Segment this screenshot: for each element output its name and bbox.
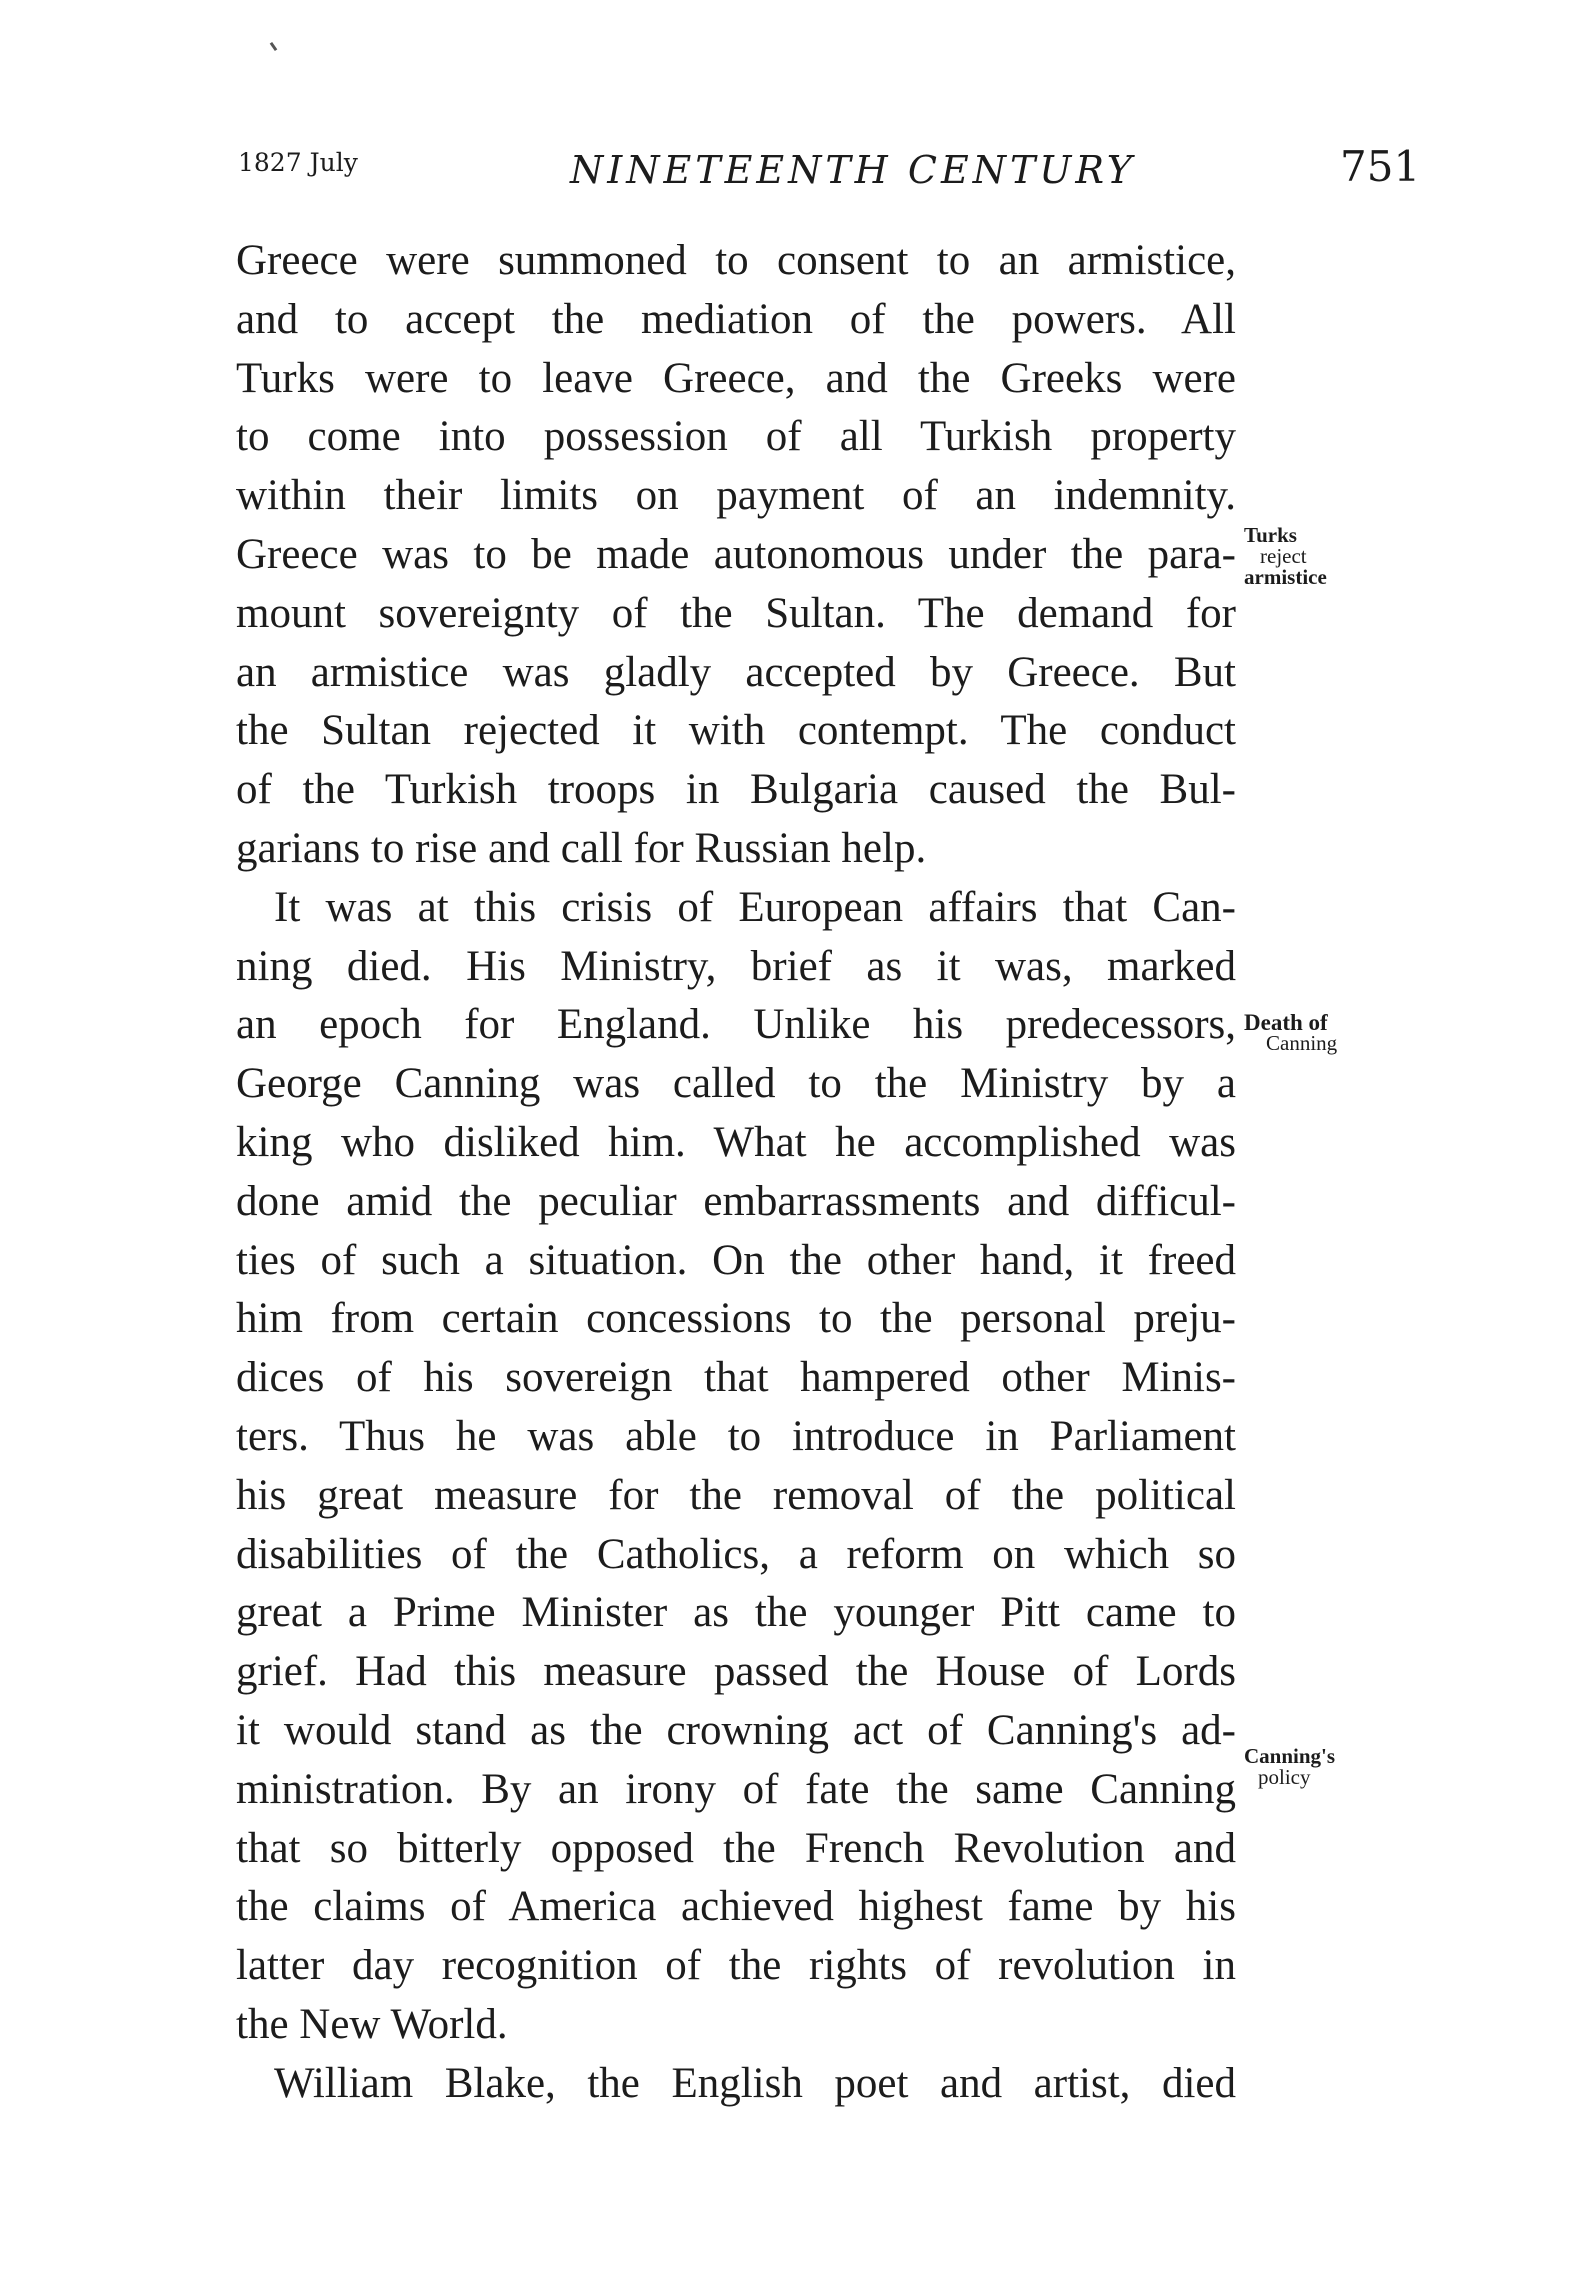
text-line: within their limits on payment of an indemnity. (236, 472, 1236, 520)
text-line: ministration. By an irony of fate the same Canning (236, 1765, 1236, 1813)
text-line: it would stand as the crowning act of Canning's ad- (236, 1706, 1236, 1754)
text-line: that so bitterly opposed the French Revolution and (236, 1824, 1236, 1872)
text-line: of the Turkish troops in Bulgaria caused the Bul- (236, 766, 1236, 814)
text-line: king who disliked him. What he accomplished was (236, 1118, 1236, 1166)
side-note-line: reject (1260, 544, 1307, 568)
side-note-line: Canning's (1244, 1744, 1336, 1768)
side-note-death-of-canning (1244, 1012, 1337, 1054)
header-title: NINETEENTH CENTURY (570, 148, 1136, 192)
text-line: and to accept the mediation of the powers. All (236, 295, 1236, 343)
text-line: Greece were summoned to consent to an armistice, (236, 237, 1236, 284)
text-line: George Canning was called to the Ministry by a (236, 1060, 1236, 1108)
header-date: 1827 July (238, 148, 358, 177)
body-text (236, 232, 1236, 2114)
text-line: ning died. His Ministry, brief as it was, marked (236, 942, 1236, 990)
text-line: to come into possession of all Turkish property (236, 413, 1236, 461)
stray-mark (270, 42, 278, 51)
text-line: done amid the peculiar embarrassments and difficul- (236, 1177, 1236, 1225)
text-line: garians to rise and call for Russian help. (236, 824, 927, 872)
side-note-line: Turks (1244, 523, 1297, 547)
text-line: Turks were to leave Greece, and the Greeks were (236, 354, 1236, 402)
text-line: disabilities of the Catholics, a reform on which so (236, 1530, 1236, 1578)
text-line: dices of his sovereign that hampered other Minis- (236, 1354, 1236, 1402)
text-line: mount sovereignty of the Sultan. The demand for (236, 589, 1236, 637)
side-note-line: policy (1258, 1765, 1311, 1789)
text-line: Greece was to be made autonomous under the para- (236, 530, 1236, 578)
side-note-cannings-policy (1244, 1746, 1335, 1788)
text-line: the claims of America achieved highest fame by his (236, 1883, 1236, 1931)
text-line: the Sultan rejected it with contempt. The conduct (236, 707, 1236, 755)
text-line: him from certain concessions to the personal preju- (236, 1295, 1236, 1343)
text-line: an armistice was gladly accepted by Greece. But (236, 648, 1236, 696)
side-note-line: armistice (1244, 565, 1327, 589)
paragraph-start: William Blake, the English poet and artist, died (274, 2059, 1236, 2107)
side-note-line: Death of (1244, 1010, 1328, 1035)
text-line: grief. Had this measure passed the House of Lords (236, 1648, 1236, 1696)
side-note-line: Canning (1266, 1031, 1338, 1055)
paragraph-start: It was at this crisis of European affairs that Can- (274, 883, 1236, 931)
text-line: ties of such a situation. On the other hand, it freed (236, 1236, 1236, 1284)
text-line: an epoch for England. Unlike his predecessors, (236, 1001, 1236, 1049)
text-line: his great measure for the removal of the political (236, 1471, 1236, 1519)
text-line: ters. Thus he was able to introduce in Parliament (236, 1412, 1236, 1460)
side-note-turks-reject-armistice (1244, 525, 1327, 588)
text-line: great a Prime Minister as the younger Pitt came to (236, 1589, 1236, 1637)
text-line: the New World. (236, 2000, 508, 2048)
page-number: 751 (1340, 142, 1421, 191)
text-line: latter day recognition of the rights of revolution in (236, 1942, 1236, 1990)
